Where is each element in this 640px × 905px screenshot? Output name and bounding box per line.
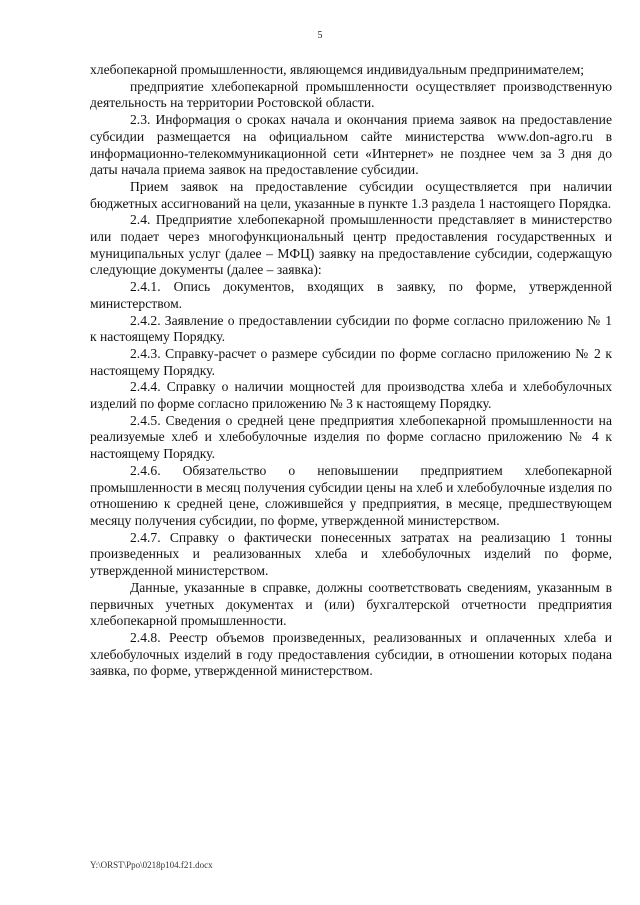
paragraph: предприятие хлебопекарной промышленности осуществляет производственную деятельность на территории Ростовской области. xyxy=(90,78,612,111)
paragraph: 2.4.4. Справку о наличии мощностей для производства хлеба и хлебобулочных изделий по форме согласно приложению № 3 к настоящему Порядку. xyxy=(90,379,612,412)
paragraph: 2.4.8. Реестр объемов произведенных, реализованных и оплаченных хлеба и хлебобулочных изделий в году предоставления субсидии, в отношении которых подана заявка, по форме, утвержденной министерством. xyxy=(90,629,612,679)
paragraph: Данные, указанные в справке, должны соответствовать сведениям, указанным в первичных учетных документах и (или) бухгалтерской отчетности предприятия хлебопекарной промышленности. xyxy=(90,579,612,629)
paragraph: 2.4.5. Сведения о средней цене предприятия хлебопекарной промышленности на реализуемые хлеб и хлебобулочные изделия по форме согласно приложению № 4 к настоящему Порядку. xyxy=(90,412,612,462)
paragraph: Прием заявок на предоставление субсидии осуществляется при наличии бюджетных ассигнований на цели, указанные в пункте 1.3 раздела 1 настоящего Порядка. xyxy=(90,178,612,211)
footer-file-path: Y:\ORST\Ppo\0218p104.f21.docx xyxy=(90,860,213,870)
paragraph: 2.4. Предприятие хлебопекарной промышленности представляет в министерство или подает через многофункциональный центр предоставления государственных и муниципальных услуг (далее – МФЦ) заявку на предоставление субсидии, содержащую следующие документы (далее – заявка): xyxy=(90,212,612,278)
paragraph: хлебопекарной промышленности, являющемся индивидуальным предпринимателем; xyxy=(90,62,585,77)
paragraph: 2.3. Информация о сроках начала и окончания приема заявок на предоставление субсидии размещается на официальном сайте министерства www.don-agro.ru в информационно-телекоммуникационной сети «Интернет» не позднее чем за 3 дня до даты начала приема заявок на предоставление субсидии. xyxy=(90,112,612,178)
page-number: 5 xyxy=(317,30,323,41)
document-body xyxy=(90,62,612,680)
paragraph: 2.4.3. Справку-расчет о размере субсидии по форме согласно приложению № 2 к настоящему Порядку. xyxy=(90,345,612,378)
paragraph: 2.4.6. Обязательство о неповышении предприятием хлебопекарной промышленности в месяц получения субсидии цены на хлеб и хлебобулочные изделия по отношению к средней цене, сложившейся у предприятия, в месяце, предшествующем месяцу получения субсидии, по форме, утвержденной министерством. xyxy=(90,462,612,528)
paragraph: 2.4.2. Заявление о предоставлении субсидии по форме согласно приложению № 1 к настоящему Порядку. xyxy=(90,312,612,345)
paragraph: 2.4.1. Опись документов, входящих в заявку, по форме, утвержденной министерством. xyxy=(90,279,612,311)
paragraph: 2.4.7. Справку о фактически понесенных затратах на реализацию 1 тонны произведенных и реализованных хлеба и хлебобулочных изделий по форме, утвержденной министерством. xyxy=(90,529,612,579)
